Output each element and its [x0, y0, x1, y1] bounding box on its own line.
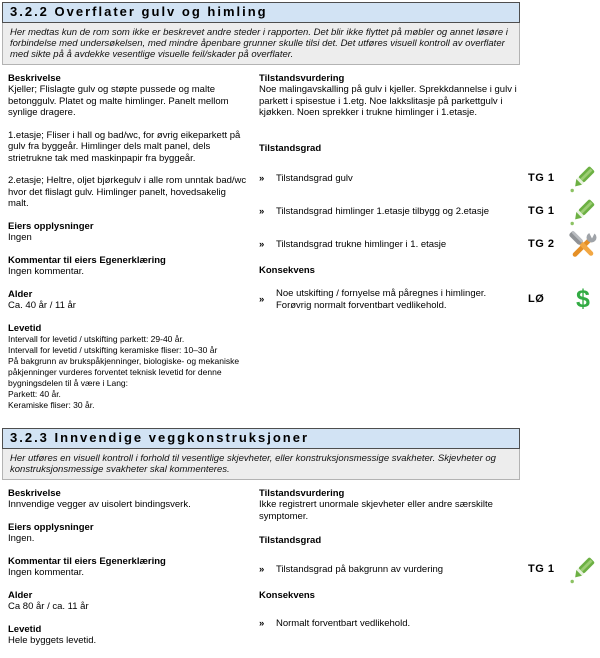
levetid-heading: Levetid — [8, 322, 42, 334]
alder-text: Ca. 40 år / 11 år — [8, 300, 76, 311]
chevron-bullet: » — [259, 293, 265, 305]
grade-row — [259, 231, 600, 259]
levetid-line: Hele byggets levetid. — [8, 635, 97, 646]
grade-row-label: Tilstandsgrad himlinger 1.etasje tilbygg og 2.etasje — [276, 206, 489, 218]
eiers-opplysninger-heading: Eiers opplysninger — [8, 220, 94, 232]
pencil-icon — [566, 165, 600, 193]
konsekvens-row — [259, 286, 600, 314]
konsekvens-heading: Konsekvens — [259, 589, 315, 601]
levetid-line: Keramiske fliser: 30 år. — [8, 400, 95, 410]
chevron-bullet: » — [259, 618, 265, 630]
grade-badge: TG 1 — [528, 205, 555, 218]
right-column — [259, 488, 600, 658]
section-title: 3.2.3 Innvendige veggkonstruksjoner — [10, 430, 310, 445]
levetid-line: Parkett: 40 år. — [8, 389, 61, 399]
levetid-heading: Levetid — [8, 623, 42, 635]
kommentar-text: Ingen kommentar. — [8, 567, 85, 578]
kommentar-heading: Kommentar til eiers Egenerklæring — [8, 555, 166, 567]
levetid-line: Intervall for levetid / utskifting keramiske fliser: 10–30 år — [8, 345, 218, 355]
beskrivelse-heading: Beskrivelse — [8, 487, 61, 499]
tilstandsvurdering-text: Ikke registrert unormale skjevheter eller andre særskilte symptomer. — [259, 499, 493, 522]
section-header — [2, 428, 520, 449]
konsekvens-row — [259, 610, 600, 638]
section-intro-text: Her utføres en visuell kontroll i forhold til vesentlige skjevheter, eller konstruksjonsmessige svakheter. Skjevheter og konstruksjonsmessige svakheter skal kommenteres. — [10, 452, 496, 475]
left-column — [8, 488, 248, 658]
levetid-line: På bakgrunn av brukspåkjenninger, biologiske- og mekaniske påkjenninger vurderes forventet teknisk levetid for denne bygningsdelen til å være i Lang: — [8, 356, 240, 388]
tilstandsvurdering-text: Noe malingavskalling på gulv i kjeller. Sprekkdannelse i gulv i parkett i spisestue i 1.etg. Noe lakkslitasje på parkettgulv i kjøkken. Noen sprekker i trukne himlinger i 1.etasje. — [259, 84, 517, 118]
alder-text: Ca 80 år / ca. 11 år — [8, 601, 89, 612]
section-intro-box — [2, 449, 520, 480]
right-column — [259, 73, 600, 423]
kommentar-heading: Kommentar til eiers Egenerklæring — [8, 254, 166, 266]
konsekvens-heading: Konsekvens — [259, 265, 315, 276]
grade-row-label: Tilstandsgrad trukne himlinger i 1. etasje — [276, 239, 447, 251]
konsekvens-row-label: Noe utskifting / fornyelse må påregnes i himlinger. Forøvrig normalt forventbart vedlikehold. — [276, 288, 487, 311]
levetid-line: Intervall for levetid / utskifting parkett: 29-40 år. — [8, 334, 185, 344]
beskrivelse-paragraph: Innvendige vegger av uisolert bindingsverk. — [8, 499, 191, 510]
tools-icon — [566, 231, 600, 259]
grade-badge: TG 2 — [528, 238, 555, 251]
grade-row — [259, 556, 600, 584]
grade-row — [259, 198, 600, 226]
alder-heading: Alder — [8, 589, 33, 601]
chevron-bullet: » — [259, 173, 265, 185]
section-header — [2, 2, 520, 23]
beskrivelse-paragraph: 2.etasje; Heltre, oljet bjørkegulv i alle rom unntak bad/wc hvor det flislagt gulv. Himlinger panelt, hovedsakelig malt. — [8, 175, 247, 209]
beskrivelse-paragraph: 1.etasje; Fliser i hall og bad/wc, for øvrig eikeparkett på gulv fra byggeår. Himlinger dels malt panel, dels strietrukne tak med maskinpapir fra byggeår. — [8, 129, 241, 164]
tilstandsvurdering-heading: Tilstandsvurdering — [259, 72, 345, 84]
section-intro-text: Her medtas kun de rom som ikke er beskrevet andre steder i rapporten. Det blir ikke flyttet på møbler og annet løsøre i forbindelse med undersøkelsen, med mindre åpenbare grunner skulle tilsi det. Det utføres visuell kontroll av overflater med sikte på å avdekke vesentlige visuelle feil/skader på overflater. — [10, 26, 508, 60]
empty-icon-slot — [566, 610, 600, 638]
left-column — [8, 73, 248, 423]
beskrivelse-heading: Beskrivelse — [8, 72, 61, 84]
alder-heading: Alder — [8, 288, 33, 300]
chevron-bullet: » — [259, 563, 265, 575]
dollar-icon: $ — [576, 285, 590, 313]
pencil-icon — [566, 198, 600, 226]
grade-row-label: Tilstandsgrad gulv — [276, 173, 353, 185]
grade-badge: TG 1 — [528, 172, 555, 185]
eiers-opplysninger-text: Ingen — [8, 232, 32, 243]
beskrivelse-paragraph: Kjeller; Flislagte gulv og støpte pussede og malte betonggulv. Platet og malte himlinger. Panelt mellom synlige dragere. — [8, 84, 229, 118]
eiers-opplysninger-heading: Eiers opplysninger — [8, 521, 94, 533]
section-innvendige-veggkonstruksjoner — [0, 428, 600, 658]
section-title: 3.2.2 Overflater gulv og himling — [10, 4, 268, 19]
section-intro-box — [2, 23, 520, 65]
grade-badge: TG 1 — [528, 562, 555, 575]
pencil-icon — [566, 556, 600, 584]
grade-row — [259, 165, 600, 193]
section-overflater-gulv-og-himling — [0, 2, 600, 422]
tilstandsgrad-heading: Tilstandsgrad — [259, 535, 322, 546]
grade-row-label: Tilstandsgrad på bakgrunn av vurdering — [276, 563, 444, 575]
chevron-bullet: » — [259, 239, 265, 251]
konsekvens-row-label: Normalt forventbart vedlikehold. — [276, 618, 411, 630]
grade-badge: LØ — [528, 292, 545, 305]
eiers-opplysninger-text: Ingen. — [8, 533, 35, 544]
tilstandsgrad-heading: Tilstandsgrad — [259, 142, 322, 154]
tilstandsvurdering-heading: Tilstandsvurdering — [259, 487, 345, 499]
kommentar-text: Ingen kommentar. — [8, 266, 85, 277]
chevron-bullet: » — [259, 206, 265, 218]
